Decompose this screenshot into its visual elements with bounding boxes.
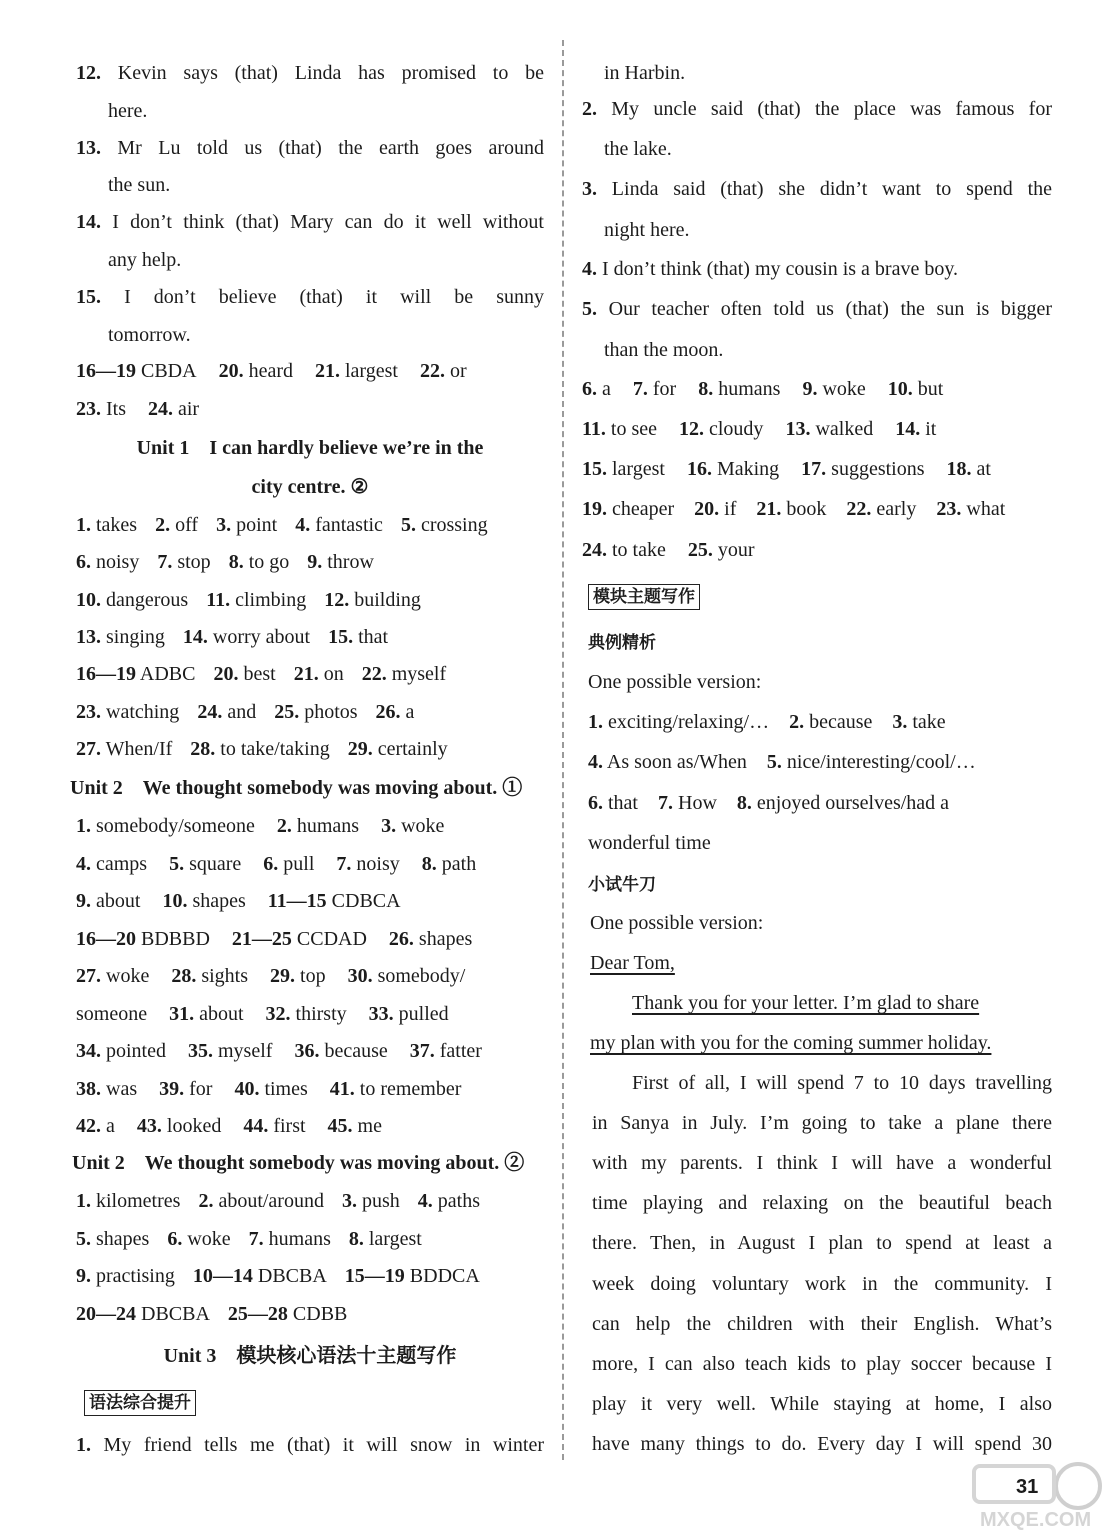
answer-item: 30. somebody/ bbox=[347, 965, 466, 987]
answer-row bbox=[76, 1076, 483, 1102]
letter-line: First of all, I will spend 7 to 10 days travelling bbox=[632, 1072, 1052, 1094]
answer-row bbox=[76, 1113, 404, 1139]
answer-item: 10—14 DBCBA bbox=[192, 1265, 327, 1287]
answer-line: 4. I don’t think (that) my cousin is a brave boy. bbox=[582, 258, 959, 280]
answer-item: 33. pulled bbox=[368, 1002, 449, 1025]
answer-line: 13. Mr Lu told us (that) the earth goes around bbox=[76, 137, 544, 159]
answer-item: 6. a bbox=[582, 378, 611, 400]
answer-line: the sun. bbox=[108, 174, 171, 196]
letter-line: there. Then, in August I plan to spend at least a bbox=[592, 1232, 1052, 1255]
answer-item: 27. woke bbox=[76, 965, 150, 987]
answer-item: 25. photos bbox=[274, 700, 358, 723]
answer-item: 6. noisy bbox=[76, 551, 140, 574]
letter-line: week doing voluntary work in the community. I bbox=[592, 1272, 1052, 1295]
answer-item: 1. exciting/relaxing/… bbox=[588, 711, 770, 733]
answer-item: 15—19 BDDCA bbox=[344, 1265, 480, 1287]
answer-row bbox=[76, 587, 439, 613]
answer-item: 24. and bbox=[197, 700, 257, 723]
answer-row bbox=[76, 396, 221, 422]
answer-item: 1. takes bbox=[76, 514, 138, 536]
answer-item: 26. a bbox=[375, 700, 415, 723]
answer-item: 21—25 CCDAD bbox=[231, 927, 367, 950]
answer-row bbox=[76, 512, 506, 538]
answer-item: 8. largest bbox=[348, 1227, 422, 1250]
answer-item: 7. noisy bbox=[336, 852, 400, 875]
version-label: One possible version: bbox=[590, 912, 764, 934]
answer-item: 13. singing bbox=[76, 625, 165, 648]
letter-line: in Sanya in July. I’m going to take a plane there bbox=[592, 1112, 1052, 1135]
answer-row bbox=[76, 549, 392, 575]
answer-row bbox=[76, 813, 466, 839]
answer-item: 22. or bbox=[419, 360, 467, 382]
answer-item: 23. Its bbox=[76, 398, 126, 420]
answer-item: 10. dangerous bbox=[76, 588, 189, 611]
answer-item: 6. woke bbox=[167, 1227, 231, 1250]
answer-line: here. bbox=[108, 100, 148, 122]
answer-item: 9. throw bbox=[307, 551, 374, 574]
answer-item: 42. a bbox=[76, 1115, 115, 1137]
answer-item: 15. that bbox=[328, 625, 389, 648]
answer-item: 1. kilometres bbox=[76, 1190, 181, 1212]
answer-item: 14. it bbox=[895, 418, 937, 440]
answer-item: 5. crossing bbox=[400, 514, 488, 536]
answer-row bbox=[76, 624, 406, 650]
answer-row bbox=[76, 358, 489, 384]
answer-item: 15. largest bbox=[582, 458, 665, 480]
answer-item: 4. As soon as/When bbox=[588, 751, 747, 774]
letter-line: time playing and relaxing on the beautiful beach bbox=[592, 1192, 1052, 1215]
unit-1-title: Unit 1 I can hardly believe we’re in the bbox=[136, 437, 484, 459]
page-number: 31 bbox=[1016, 1476, 1039, 1498]
answer-item: 22. early bbox=[846, 498, 917, 520]
answer-item: 2. about/around bbox=[198, 1190, 324, 1212]
example-heading: 典例精析 bbox=[588, 633, 656, 653]
writing-section-label: 模块主题写作 bbox=[588, 584, 700, 610]
unit-1-title: city centre. ② bbox=[251, 476, 369, 498]
svg-text:MXQE.COM: MXQE.COM bbox=[980, 1509, 1092, 1531]
answer-item: 4. fantastic bbox=[295, 514, 383, 536]
answer-item: 10. but bbox=[887, 378, 944, 400]
answer-row bbox=[76, 926, 494, 952]
answer-item: 4. camps bbox=[76, 852, 148, 875]
answer-item: 11—15 CDBCA bbox=[267, 890, 401, 912]
answer-item: 23. watching bbox=[76, 700, 180, 723]
answer-item: 3. push bbox=[341, 1190, 400, 1212]
answer-item: 3. point bbox=[216, 514, 278, 536]
answer-line: 1. My friend tells me (that) it will snow in winter bbox=[76, 1434, 544, 1456]
answer-row bbox=[582, 416, 958, 442]
letter-line: have many things to do. Every day I will spend 30 bbox=[592, 1432, 1052, 1455]
grammar-section-label: 语法综合提升 bbox=[84, 1390, 196, 1416]
answer-row bbox=[582, 456, 1013, 482]
answer-row bbox=[76, 1001, 471, 1027]
unit-2-title: Unit 2 We thought somebody was moving about. ① bbox=[70, 777, 523, 799]
answer-row bbox=[76, 1038, 504, 1064]
answer-row bbox=[76, 1301, 365, 1327]
answer-item: 25. your bbox=[687, 539, 755, 561]
answer-item: 8. to go bbox=[228, 551, 290, 574]
unit-3-title: Unit 3 模块核心语法十主题写作 bbox=[163, 1345, 457, 1367]
answer-item: 35. myself bbox=[188, 1040, 273, 1062]
answer-row bbox=[582, 376, 965, 402]
answer-item: 21. book bbox=[756, 498, 827, 520]
answer-row bbox=[76, 963, 487, 989]
answer-item: 28. to take/taking bbox=[190, 737, 330, 760]
letter-line: more, I can also teach kids to play soccer because I bbox=[592, 1352, 1052, 1375]
answer-item: 31. about bbox=[169, 1002, 244, 1025]
answer-item: 3. take bbox=[892, 711, 946, 733]
answer-item: 17. suggestions bbox=[801, 458, 925, 480]
answer-item: 20. heard bbox=[218, 360, 293, 382]
answer-item: 11. to see bbox=[582, 418, 657, 440]
answer-row bbox=[588, 830, 731, 856]
answer-item: 24. air bbox=[148, 398, 200, 420]
answer-item: 3. woke bbox=[381, 815, 445, 837]
answer-row bbox=[582, 537, 777, 563]
answer-item: 29. certainly bbox=[347, 737, 448, 760]
answer-item: 16—19 ADBC bbox=[76, 663, 196, 686]
try-heading: 小试牛刀 bbox=[588, 875, 656, 895]
version-label: One possible version: bbox=[588, 671, 762, 693]
answer-item: 25—28 CDBB bbox=[227, 1302, 348, 1325]
answer-item: 43. looked bbox=[136, 1115, 222, 1137]
answer-item: someone bbox=[76, 1002, 148, 1025]
answer-line: 12. Kevin says (that) Linda has promised to be bbox=[76, 62, 544, 84]
answer-item: 7. for bbox=[632, 378, 677, 400]
answer-item: 39. for bbox=[159, 1077, 213, 1100]
answer-item: 16—19 CBDA bbox=[76, 360, 197, 382]
answer-item: 9. practising bbox=[76, 1265, 175, 1287]
answer-item: 16. Making bbox=[686, 458, 780, 480]
letter-greeting: Dear Tom, bbox=[590, 952, 675, 974]
answer-item: 29. top bbox=[270, 965, 326, 987]
answer-item: 20. if bbox=[694, 498, 737, 520]
answer-item: 36. because bbox=[294, 1040, 388, 1062]
answer-item: 9. woke bbox=[802, 378, 866, 400]
column-divider bbox=[562, 40, 564, 1460]
answer-item: 34. pointed bbox=[76, 1040, 166, 1062]
answer-item: 7. stop bbox=[157, 551, 211, 574]
answer-row bbox=[76, 661, 464, 687]
answer-item: 41. to remember bbox=[329, 1077, 462, 1100]
answer-item: 38. was bbox=[76, 1077, 138, 1100]
answer-item: 32. thirsty bbox=[265, 1002, 347, 1025]
answer-item: 20—24 DBCBA bbox=[76, 1302, 210, 1325]
answer-item: 23. what bbox=[936, 498, 1006, 520]
answer-row bbox=[76, 1263, 498, 1289]
unit-2-title: Unit 2 We thought somebody was moving about. ② bbox=[72, 1152, 525, 1174]
answer-item: 8. path bbox=[421, 852, 477, 875]
answer-item: 2. off bbox=[155, 514, 199, 536]
answer-item: 13. walked bbox=[785, 418, 874, 440]
answer-item: 6. that bbox=[588, 791, 638, 814]
answer-row bbox=[582, 496, 1025, 522]
letter-line: play it very well. While staying at home, I also bbox=[592, 1392, 1052, 1415]
answer-row bbox=[76, 736, 466, 762]
answer-item: 20. best bbox=[213, 663, 276, 686]
answer-row bbox=[76, 699, 432, 725]
answer-line: tomorrow. bbox=[108, 324, 191, 346]
answer-item: 7. How bbox=[658, 791, 717, 814]
answer-item: 2. humans bbox=[276, 815, 360, 837]
answer-item: 8. humans bbox=[698, 378, 781, 400]
answer-item: 18. at bbox=[946, 458, 991, 480]
answer-item: 9. about bbox=[76, 890, 141, 912]
answer-item: 6. pull bbox=[263, 852, 315, 875]
answer-item: 45. me bbox=[327, 1115, 382, 1137]
answer-item: 1. somebody/someone bbox=[76, 815, 255, 837]
letter-line: with my parents. I think I will have a wonderful bbox=[592, 1152, 1052, 1175]
answer-item: 5. square bbox=[169, 852, 242, 875]
answer-row bbox=[76, 1226, 440, 1252]
answer-item: 24. to take bbox=[582, 539, 666, 561]
answer-item: 4. paths bbox=[417, 1190, 480, 1212]
answer-line: in Harbin. bbox=[604, 62, 686, 84]
answer-row bbox=[588, 749, 996, 775]
answer-item: 5. shapes bbox=[76, 1227, 150, 1250]
answer-line: 14. I don’t think (that) Mary can do it well without bbox=[76, 211, 544, 233]
answer-item: 14. worry about bbox=[182, 625, 311, 648]
answer-item: 8. enjoyed ourselves/had a bbox=[736, 791, 950, 814]
answer-item: 21. on bbox=[293, 663, 344, 686]
answer-item: 5. nice/interesting/cool/… bbox=[766, 751, 976, 774]
answer-item: 21. largest bbox=[315, 360, 398, 382]
answer-line: night here. bbox=[604, 219, 690, 241]
answer-row bbox=[76, 851, 498, 877]
answer-item: wonderful time bbox=[588, 831, 711, 854]
answer-row bbox=[588, 790, 969, 816]
answer-item: 12. cloudy bbox=[679, 418, 764, 440]
answer-row bbox=[76, 1188, 498, 1214]
answer-line: 5. Our teacher often told us (that) the sun is bigger bbox=[582, 298, 1052, 320]
answer-item: 44. first bbox=[243, 1115, 306, 1137]
answer-item: 10. shapes bbox=[162, 890, 246, 912]
answer-line: 3. Linda said (that) she didn’t want to spend the bbox=[582, 178, 1052, 200]
answer-line: any help. bbox=[108, 249, 182, 271]
answer-item: 28. sights bbox=[171, 965, 249, 987]
answer-line: the lake. bbox=[604, 138, 672, 160]
watermark-logo bbox=[960, 1452, 1110, 1532]
answer-item: 40. times bbox=[234, 1077, 308, 1100]
letter-line: Thank you for your letter. I’m glad to share bbox=[632, 992, 980, 1014]
answer-item: 16—20 BDBBD bbox=[76, 927, 210, 950]
answer-item: 27. When/If bbox=[76, 737, 173, 760]
answer-item: 12. building bbox=[324, 588, 421, 611]
answer-item: 2. because bbox=[789, 711, 873, 733]
answer-item: 22. myself bbox=[361, 663, 447, 686]
answer-line: 15. I don’t believe (that) it will be sunny bbox=[76, 286, 544, 308]
answer-item: 37. fatter bbox=[409, 1040, 482, 1062]
answer-item: 19. cheaper bbox=[582, 498, 675, 520]
answer-row bbox=[76, 888, 423, 914]
answer-row bbox=[588, 709, 966, 735]
answer-item: 26. shapes bbox=[388, 927, 473, 950]
answer-item: 7. humans bbox=[248, 1227, 331, 1250]
answer-item: 11. climbing bbox=[206, 588, 307, 611]
letter-line: can help the children with their English. What’s bbox=[592, 1312, 1052, 1335]
answer-line: 2. My uncle said (that) the place was famous for bbox=[582, 98, 1052, 120]
answer-line: than the moon. bbox=[604, 339, 724, 361]
letter-line: my plan with you for the coming summer holiday. bbox=[590, 1032, 992, 1054]
